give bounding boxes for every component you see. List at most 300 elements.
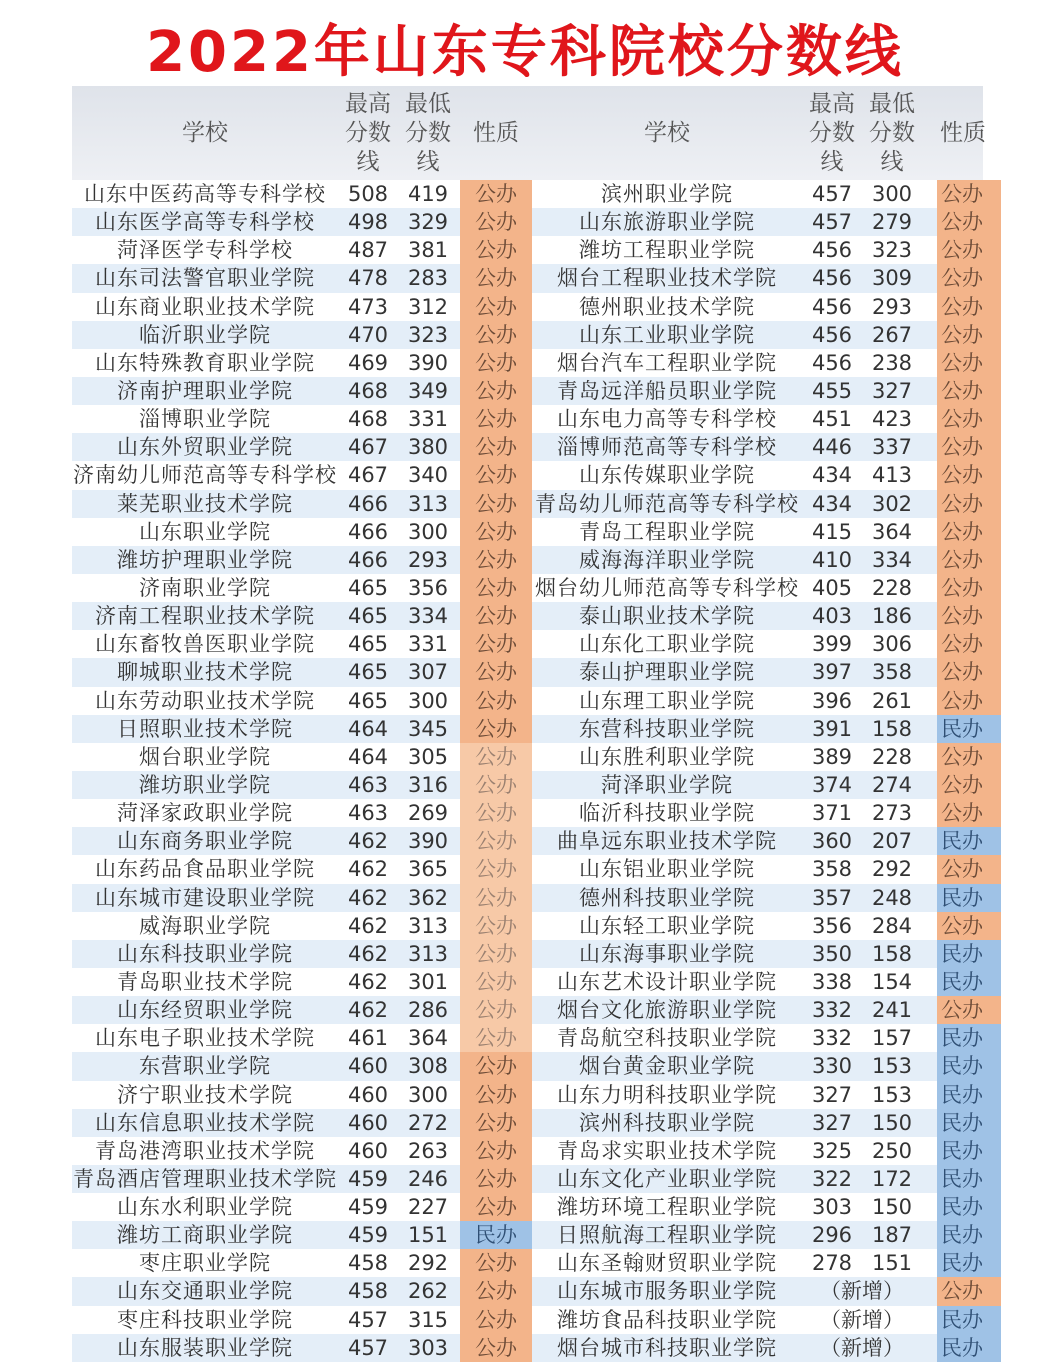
max-score-left: 487 xyxy=(347,238,389,263)
table-row xyxy=(72,1221,983,1249)
table-row xyxy=(72,1277,983,1305)
school-name-right: 青岛远洋船员职业学院 xyxy=(557,378,777,403)
school-name-left: 山东商业职业技术学院 xyxy=(95,294,315,319)
min-score-right: 300 xyxy=(871,182,913,206)
type-badge-left: 公办 xyxy=(460,940,532,968)
type-badge-left: 公办 xyxy=(460,968,532,996)
type-badge-right: 民办 xyxy=(937,968,1001,996)
max-score-right: 455 xyxy=(811,378,853,403)
type-badge-left: 公办 xyxy=(460,743,532,771)
school-name-right: 潍坊食品科技职业学院 xyxy=(557,1307,777,1332)
min-score-left: 263 xyxy=(407,1138,449,1163)
type-badge-left: 公办 xyxy=(460,1052,532,1080)
school-name-left: 青岛酒店管理职业技术学院 xyxy=(73,1166,337,1191)
school-name-left: 威海职业学院 xyxy=(139,913,271,938)
max-score-right: 356 xyxy=(811,913,853,938)
header-max-right: 最高 分数 线 xyxy=(809,90,855,175)
table-row xyxy=(72,771,983,799)
min-score-left: 419 xyxy=(407,182,449,206)
min-score-left: 308 xyxy=(407,1054,449,1079)
type-badge-right: 公办 xyxy=(937,377,1001,405)
type-badge-right: 民办 xyxy=(937,1052,1001,1080)
school-name-right: 山东传媒职业学院 xyxy=(579,463,755,488)
type-badge-left: 公办 xyxy=(460,996,532,1024)
type-badge-left: 公办 xyxy=(460,602,532,630)
type-badge-left: 公办 xyxy=(460,912,532,940)
type-badge-left: 公办 xyxy=(460,1249,532,1277)
min-score-left: 345 xyxy=(407,716,449,741)
min-score-left: 390 xyxy=(407,829,449,854)
type-badge-left: 公办 xyxy=(460,546,532,574)
max-score-left: 464 xyxy=(347,716,389,741)
type-badge-left: 公办 xyxy=(460,1081,532,1109)
table-row xyxy=(72,855,983,883)
type-badge-right: 民办 xyxy=(937,715,1001,743)
type-badge-right: 民办 xyxy=(937,1221,1001,1249)
max-score-left: 461 xyxy=(347,1026,389,1051)
school-name-left: 临沂职业学院 xyxy=(139,322,271,347)
min-score-right: 337 xyxy=(871,435,913,460)
max-score-left: 465 xyxy=(347,660,389,685)
min-score-right: 248 xyxy=(871,885,913,910)
max-score-right: 399 xyxy=(811,632,853,657)
min-score-left: 301 xyxy=(407,969,449,994)
min-score-left: 292 xyxy=(407,1251,449,1276)
school-name-left: 烟台职业学院 xyxy=(139,744,271,769)
max-score-left: 466 xyxy=(347,547,389,572)
type-badge-right: 民办 xyxy=(937,884,1001,912)
min-score-left: 331 xyxy=(407,407,449,432)
max-score-left: 462 xyxy=(347,885,389,910)
school-name-left: 济南职业学院 xyxy=(139,575,271,600)
table-row xyxy=(72,1052,983,1080)
min-score-right: 273 xyxy=(871,801,913,826)
type-badge-left: 公办 xyxy=(460,490,532,518)
school-name-left: 山东外贸职业学院 xyxy=(117,435,293,460)
min-score-right: 364 xyxy=(871,519,913,544)
max-score-right: 434 xyxy=(811,463,853,488)
min-score-right: 323 xyxy=(871,238,913,263)
max-score-left: 463 xyxy=(347,772,389,797)
min-score-left: 300 xyxy=(407,519,449,544)
min-score-right: 423 xyxy=(871,407,913,432)
type-badge-right: 公办 xyxy=(937,602,1001,630)
min-score-left: 307 xyxy=(407,660,449,685)
min-score-right: 158 xyxy=(871,941,913,966)
school-name-left: 潍坊工商职业学院 xyxy=(117,1223,293,1248)
type-badge-right: 公办 xyxy=(937,433,1001,461)
school-name-right: 山东铝业职业学院 xyxy=(579,857,755,882)
school-name-right: 山东轻工职业学院 xyxy=(579,913,755,938)
type-badge-left: 公办 xyxy=(460,715,532,743)
type-badge-left: 公办 xyxy=(460,1334,532,1362)
max-score-left: 462 xyxy=(347,857,389,882)
max-score-left: 468 xyxy=(347,378,389,403)
table-row xyxy=(72,1193,983,1221)
max-score-right: 403 xyxy=(811,604,853,629)
min-score-right: 228 xyxy=(871,744,913,769)
type-badge-left: 公办 xyxy=(460,630,532,658)
type-badge-left: 公办 xyxy=(460,574,532,602)
max-score-right: 358 xyxy=(811,857,853,882)
table-row xyxy=(72,996,983,1024)
max-score-right: 456 xyxy=(811,266,853,291)
type-badge-right: 公办 xyxy=(937,771,1001,799)
school-name-right: 曲阜远东职业技术学院 xyxy=(557,829,777,854)
max-score-right: 446 xyxy=(811,435,853,460)
min-score-left: 390 xyxy=(407,350,449,375)
max-score-right: 278 xyxy=(811,1251,853,1276)
school-name-left: 山东城市建设职业学院 xyxy=(95,885,315,910)
new-note-right: （新增） xyxy=(820,1307,904,1332)
school-name-left: 济南幼儿师范高等专科学校 xyxy=(73,463,337,488)
max-score-right: 350 xyxy=(811,941,853,966)
min-score-left: 246 xyxy=(407,1166,449,1191)
min-score-right: 279 xyxy=(871,210,913,235)
max-score-right: 456 xyxy=(811,350,853,375)
min-score-left: 262 xyxy=(407,1279,449,1304)
school-name-right: 烟台汽车工程职业学院 xyxy=(557,350,777,375)
school-name-left: 山东水利职业学院 xyxy=(117,1195,293,1220)
school-name-left: 济南护理职业学院 xyxy=(117,378,293,403)
table-row xyxy=(72,940,983,968)
min-score-left: 286 xyxy=(407,998,449,1023)
max-score-left: 467 xyxy=(347,435,389,460)
min-score-left: 305 xyxy=(407,744,449,769)
type-badge-left: 公办 xyxy=(460,771,532,799)
school-name-left: 山东畜牧兽医职业学院 xyxy=(95,632,315,657)
type-badge-right: 公办 xyxy=(937,405,1001,433)
table-row xyxy=(72,602,983,630)
min-score-left: 151 xyxy=(407,1223,449,1248)
max-score-right: 456 xyxy=(811,238,853,263)
school-name-left: 济宁职业技术学院 xyxy=(117,1082,293,1107)
school-name-left: 淄博职业学院 xyxy=(139,407,271,432)
min-score-right: 150 xyxy=(871,1110,913,1135)
min-score-right: 293 xyxy=(871,294,913,319)
school-name-left: 菏泽医学专科学校 xyxy=(117,238,293,263)
min-score-right: 267 xyxy=(871,322,913,347)
max-score-right: 325 xyxy=(811,1138,853,1163)
min-score-left: 300 xyxy=(407,688,449,713)
max-score-left: 458 xyxy=(347,1251,389,1276)
max-score-right: 415 xyxy=(811,519,853,544)
school-name-right: 山东旅游职业学院 xyxy=(579,210,755,235)
table-row xyxy=(72,1137,983,1165)
table-body xyxy=(72,180,983,1362)
min-score-left: 300 xyxy=(407,1082,449,1107)
type-badge-right: 公办 xyxy=(937,743,1001,771)
max-score-left: 459 xyxy=(347,1223,389,1248)
min-score-right: 358 xyxy=(871,660,913,685)
school-name-right: 临沂科技职业学院 xyxy=(579,801,755,826)
min-score-left: 293 xyxy=(407,547,449,572)
table-row xyxy=(72,799,983,827)
type-badge-right: 民办 xyxy=(937,1249,1001,1277)
max-score-left: 508 xyxy=(347,182,389,206)
school-name-left: 日照职业技术学院 xyxy=(117,716,293,741)
type-badge-right: 民办 xyxy=(937,1193,1001,1221)
type-badge-left: 公办 xyxy=(460,264,532,292)
table-row xyxy=(72,293,983,321)
max-score-left: 462 xyxy=(347,913,389,938)
table-row xyxy=(72,715,983,743)
type-badge-right: 民办 xyxy=(937,1081,1001,1109)
table-row xyxy=(72,236,983,264)
school-name-right: 潍坊工程职业学院 xyxy=(579,238,755,263)
max-score-right: 456 xyxy=(811,294,853,319)
min-score-left: 364 xyxy=(407,1026,449,1051)
max-score-left: 465 xyxy=(347,632,389,657)
page-title: 2022年山东专科院校分数线 xyxy=(146,20,904,85)
max-score-right: 332 xyxy=(811,998,853,1023)
type-badge-left: 公办 xyxy=(460,1024,532,1052)
type-badge-left: 公办 xyxy=(460,405,532,433)
min-score-right: 186 xyxy=(871,604,913,629)
type-badge-right: 公办 xyxy=(937,293,1001,321)
min-score-left: 313 xyxy=(407,491,449,516)
school-name-left: 聊城职业技术学院 xyxy=(117,660,293,685)
type-badge-left: 公办 xyxy=(460,349,532,377)
type-badge-left: 公办 xyxy=(460,1277,532,1305)
school-name-right: 山东海事职业学院 xyxy=(579,941,755,966)
max-score-right: 371 xyxy=(811,801,853,826)
school-name-left: 山东电子职业技术学院 xyxy=(95,1026,315,1051)
max-score-right: 457 xyxy=(811,182,853,206)
min-score-right: 228 xyxy=(871,575,913,600)
max-score-right: 360 xyxy=(811,829,853,854)
table-row xyxy=(72,377,983,405)
type-badge-left: 公办 xyxy=(460,461,532,489)
type-badge-right: 公办 xyxy=(937,208,1001,236)
table-row xyxy=(72,1306,983,1334)
max-score-right: 327 xyxy=(811,1110,853,1135)
table-row xyxy=(72,1109,983,1137)
type-badge-right: 公办 xyxy=(937,1277,1001,1305)
max-score-right: 332 xyxy=(811,1026,853,1051)
type-badge-right: 公办 xyxy=(937,912,1001,940)
table-row xyxy=(72,405,983,433)
table-row xyxy=(72,1081,983,1109)
type-badge-left: 公办 xyxy=(460,208,532,236)
table-row xyxy=(72,912,983,940)
max-score-left: 462 xyxy=(347,829,389,854)
type-badge-left: 公办 xyxy=(460,180,532,208)
table-row xyxy=(72,658,983,686)
min-score-right: 250 xyxy=(871,1138,913,1163)
type-badge-right: 公办 xyxy=(937,264,1001,292)
max-score-left: 462 xyxy=(347,969,389,994)
max-score-left: 459 xyxy=(347,1195,389,1220)
max-score-left: 467 xyxy=(347,463,389,488)
min-score-right: 154 xyxy=(871,969,913,994)
min-score-right: 292 xyxy=(871,857,913,882)
min-score-right: 172 xyxy=(871,1166,913,1191)
type-badge-right: 公办 xyxy=(937,236,1001,264)
type-badge-right: 公办 xyxy=(937,855,1001,883)
school-name-left: 山东特殊教育职业学院 xyxy=(95,350,315,375)
max-score-right: 322 xyxy=(811,1166,853,1191)
min-score-right: 153 xyxy=(871,1054,913,1079)
table-row xyxy=(72,884,983,912)
header-school-left: 学校 xyxy=(182,119,228,146)
school-name-left: 山东科技职业学院 xyxy=(117,941,293,966)
max-score-right: 330 xyxy=(811,1054,853,1079)
table-header xyxy=(72,86,986,180)
school-name-left: 枣庄职业学院 xyxy=(139,1251,271,1276)
score-table xyxy=(72,86,986,1362)
min-score-right: 153 xyxy=(871,1082,913,1107)
school-name-left: 莱芜职业技术学院 xyxy=(117,491,293,516)
school-name-right: 淄博师范高等专科学校 xyxy=(557,435,777,460)
type-badge-right: 公办 xyxy=(937,518,1001,546)
school-name-left: 济南工程职业技术学院 xyxy=(95,604,315,629)
max-score-left: 460 xyxy=(347,1110,389,1135)
min-score-left: 315 xyxy=(407,1307,449,1332)
header-type-right: 性质 xyxy=(940,119,986,146)
min-score-left: 365 xyxy=(407,857,449,882)
school-name-right: 山东化工职业学院 xyxy=(579,632,755,657)
table-row xyxy=(72,208,983,236)
school-name-left: 山东医学高等专科学校 xyxy=(95,210,315,235)
min-score-right: 158 xyxy=(871,716,913,741)
min-score-right: 207 xyxy=(871,829,913,854)
min-score-right: 413 xyxy=(871,463,913,488)
type-badge-left: 公办 xyxy=(460,827,532,855)
type-badge-right: 公办 xyxy=(937,996,1001,1024)
max-score-left: 460 xyxy=(347,1138,389,1163)
max-score-left: 460 xyxy=(347,1082,389,1107)
type-badge-left: 公办 xyxy=(460,884,532,912)
school-name-left: 潍坊护理职业学院 xyxy=(117,547,293,572)
school-name-right: 山东胜利职业学院 xyxy=(579,744,755,769)
table-row xyxy=(72,349,983,377)
max-score-right: 456 xyxy=(811,322,853,347)
table-row xyxy=(72,264,983,292)
table-row xyxy=(72,461,983,489)
min-score-right: 238 xyxy=(871,350,913,375)
school-name-right: 山东力明科技职业学院 xyxy=(557,1082,777,1107)
max-score-right: 410 xyxy=(811,547,853,572)
header-type-left: 性质 xyxy=(473,119,519,146)
type-badge-right: 公办 xyxy=(937,799,1001,827)
school-name-right: 滨州职业学院 xyxy=(601,182,733,206)
max-score-left: 464 xyxy=(347,744,389,769)
type-badge-left: 公办 xyxy=(460,799,532,827)
min-score-left: 313 xyxy=(407,913,449,938)
school-name-right: 山东圣翰财贸职业学院 xyxy=(557,1251,777,1276)
min-score-right: 187 xyxy=(871,1223,913,1248)
type-badge-left: 公办 xyxy=(460,377,532,405)
min-score-left: 272 xyxy=(407,1110,449,1135)
max-score-right: 389 xyxy=(811,744,853,769)
header-min-right: 最低 分数 线 xyxy=(869,90,915,175)
type-badge-left: 公办 xyxy=(460,321,532,349)
max-score-right: 405 xyxy=(811,575,853,600)
min-score-right: 157 xyxy=(871,1026,913,1051)
max-score-right: 338 xyxy=(811,969,853,994)
school-name-left: 山东服装职业学院 xyxy=(117,1335,293,1360)
min-score-left: 381 xyxy=(407,238,449,263)
type-badge-left: 公办 xyxy=(460,518,532,546)
type-badge-left: 公办 xyxy=(460,855,532,883)
school-name-right: 山东文化产业职业学院 xyxy=(557,1166,777,1191)
max-score-left: 458 xyxy=(347,1279,389,1304)
type-badge-right: 公办 xyxy=(937,630,1001,658)
max-score-right: 391 xyxy=(811,716,853,741)
max-score-left: 466 xyxy=(347,519,389,544)
school-name-right: 烟台幼儿师范高等专科学校 xyxy=(535,575,799,600)
school-name-right: 威海海洋职业学院 xyxy=(579,547,755,572)
type-badge-left: 公办 xyxy=(460,1306,532,1334)
min-score-left: 316 xyxy=(407,772,449,797)
type-badge-right: 民办 xyxy=(937,1165,1001,1193)
school-name-left: 菏泽家政职业学院 xyxy=(117,801,293,826)
min-score-right: 334 xyxy=(871,547,913,572)
table-row xyxy=(72,630,983,658)
type-badge-right: 公办 xyxy=(937,461,1001,489)
school-name-right: 潍坊环境工程职业学院 xyxy=(557,1195,777,1220)
max-score-left: 462 xyxy=(347,998,389,1023)
max-score-left: 498 xyxy=(347,210,389,235)
school-name-right: 青岛幼儿师范高等专科学校 xyxy=(535,491,799,516)
max-score-left: 463 xyxy=(347,801,389,826)
school-name-right: 德州职业技术学院 xyxy=(579,294,755,319)
school-name-right: 烟台文化旅游职业学院 xyxy=(557,998,777,1023)
new-note-right: （新增） xyxy=(820,1279,904,1304)
school-name-right: 青岛工程职业学院 xyxy=(579,519,755,544)
max-score-left: 465 xyxy=(347,604,389,629)
min-score-right: 151 xyxy=(871,1251,913,1276)
school-name-right: 山东理工职业学院 xyxy=(579,688,755,713)
max-score-left: 470 xyxy=(347,322,389,347)
type-badge-left: 公办 xyxy=(460,236,532,264)
school-name-left: 山东司法警官职业学院 xyxy=(95,266,315,291)
header-school-right: 学校 xyxy=(644,119,690,146)
max-score-left: 468 xyxy=(347,407,389,432)
type-badge-left: 公办 xyxy=(460,1109,532,1137)
school-name-right: 日照航海工程职业学院 xyxy=(557,1223,777,1248)
school-name-right: 烟台城市科技职业学院 xyxy=(557,1335,777,1360)
max-score-right: 327 xyxy=(811,1082,853,1107)
table-row xyxy=(72,743,983,771)
min-score-left: 312 xyxy=(407,294,449,319)
type-badge-right: 民办 xyxy=(937,1109,1001,1137)
school-name-right: 烟台工程职业技术学院 xyxy=(557,266,777,291)
min-score-left: 331 xyxy=(407,632,449,657)
type-badge-right: 公办 xyxy=(937,349,1001,377)
min-score-left: 303 xyxy=(407,1335,449,1360)
table-row xyxy=(72,180,983,208)
school-name-right: 泰山护理职业学院 xyxy=(579,660,755,685)
table-row xyxy=(72,574,983,602)
max-score-left: 457 xyxy=(347,1335,389,1360)
min-score-right: 302 xyxy=(871,491,913,516)
school-name-left: 山东经贸职业学院 xyxy=(117,998,293,1023)
school-name-left: 山东信息职业技术学院 xyxy=(95,1110,315,1135)
min-score-left: 356 xyxy=(407,575,449,600)
max-score-left: 473 xyxy=(347,294,389,319)
type-badge-left: 公办 xyxy=(460,1165,532,1193)
school-name-right: 滨州科技职业学院 xyxy=(579,1110,755,1135)
school-name-right: 山东电力高等专科学校 xyxy=(557,407,777,432)
school-name-right: 山东城市服务职业学院 xyxy=(557,1279,777,1304)
table-row xyxy=(72,1334,983,1362)
header-max-left: 最高 分数 线 xyxy=(345,90,391,175)
max-score-right: 396 xyxy=(811,688,853,713)
header-min-left: 最低 分数 线 xyxy=(405,90,451,175)
type-badge-right: 民办 xyxy=(937,827,1001,855)
